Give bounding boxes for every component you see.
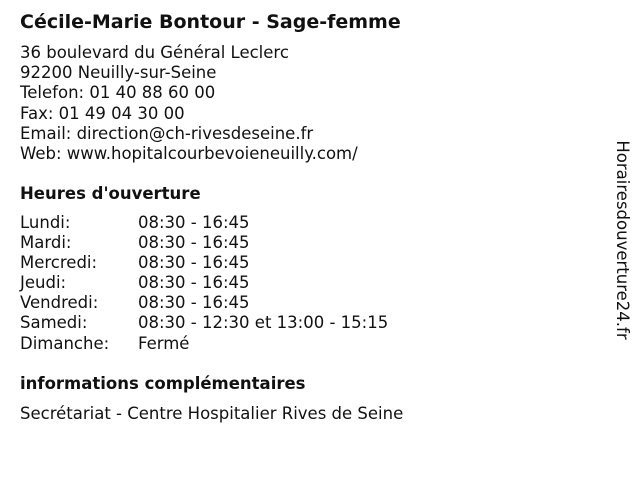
fax-number: Fax: 01 49 04 30 00: [20, 103, 185, 123]
hours-row-saturday: [20, 313, 388, 333]
email-address: Email: direction@ch-rivesdeseine.fr: [20, 123, 314, 143]
day-label: Jeudi:: [20, 273, 67, 293]
day-label: Mardi:: [20, 233, 72, 253]
time-value: 08:30 - 16:45: [138, 233, 250, 253]
hours-row-sunday: [20, 334, 388, 354]
phone-number: Telefon: 01 40 88 60 00: [20, 83, 216, 103]
page-title: Cécile-Marie Bontour - Sage-femme: [20, 11, 401, 33]
website: Web: www.hopitalcourbevoieneuilly.com/: [20, 143, 358, 163]
time-value: 08:30 - 16:45: [138, 253, 250, 273]
hours-row-thursday: [20, 273, 388, 293]
day-label: Lundi:: [20, 213, 71, 232]
time-value: Fermé: [138, 333, 190, 353]
day-label: Mercredi:: [20, 253, 98, 273]
additional-info-text: Secrétariat - Centre Hospitalier Rives de Seine: [20, 404, 404, 423]
hours-row-monday: [20, 213, 388, 233]
city-address: 92200 Neuilly-sur-Seine: [20, 63, 217, 83]
site-watermark: Horairesdouverture24.fr: [613, 140, 632, 340]
street-address: 36 boulevard du Général Leclerc: [20, 43, 289, 62]
time-value: 08:30 - 16:45: [138, 213, 250, 232]
hours-row-wednesday: [20, 253, 388, 273]
day-label: Vendredi:: [20, 293, 99, 313]
contact-block: [20, 43, 358, 164]
day-label: Dimanche:: [20, 333, 110, 353]
additional-info-heading: informations complémentaires: [20, 374, 306, 393]
opening-hours-heading: Heures d'ouverture: [20, 184, 201, 203]
time-value: 08:30 - 16:45: [138, 273, 250, 293]
time-value: 08:30 - 12:30 et 13:00 - 15:15: [138, 313, 389, 333]
hours-row-tuesday: [20, 233, 388, 253]
day-label: Samedi:: [20, 313, 88, 333]
hours-row-friday: [20, 293, 388, 313]
opening-hours-table: [20, 213, 388, 354]
time-value: 08:30 - 16:45: [138, 293, 250, 313]
